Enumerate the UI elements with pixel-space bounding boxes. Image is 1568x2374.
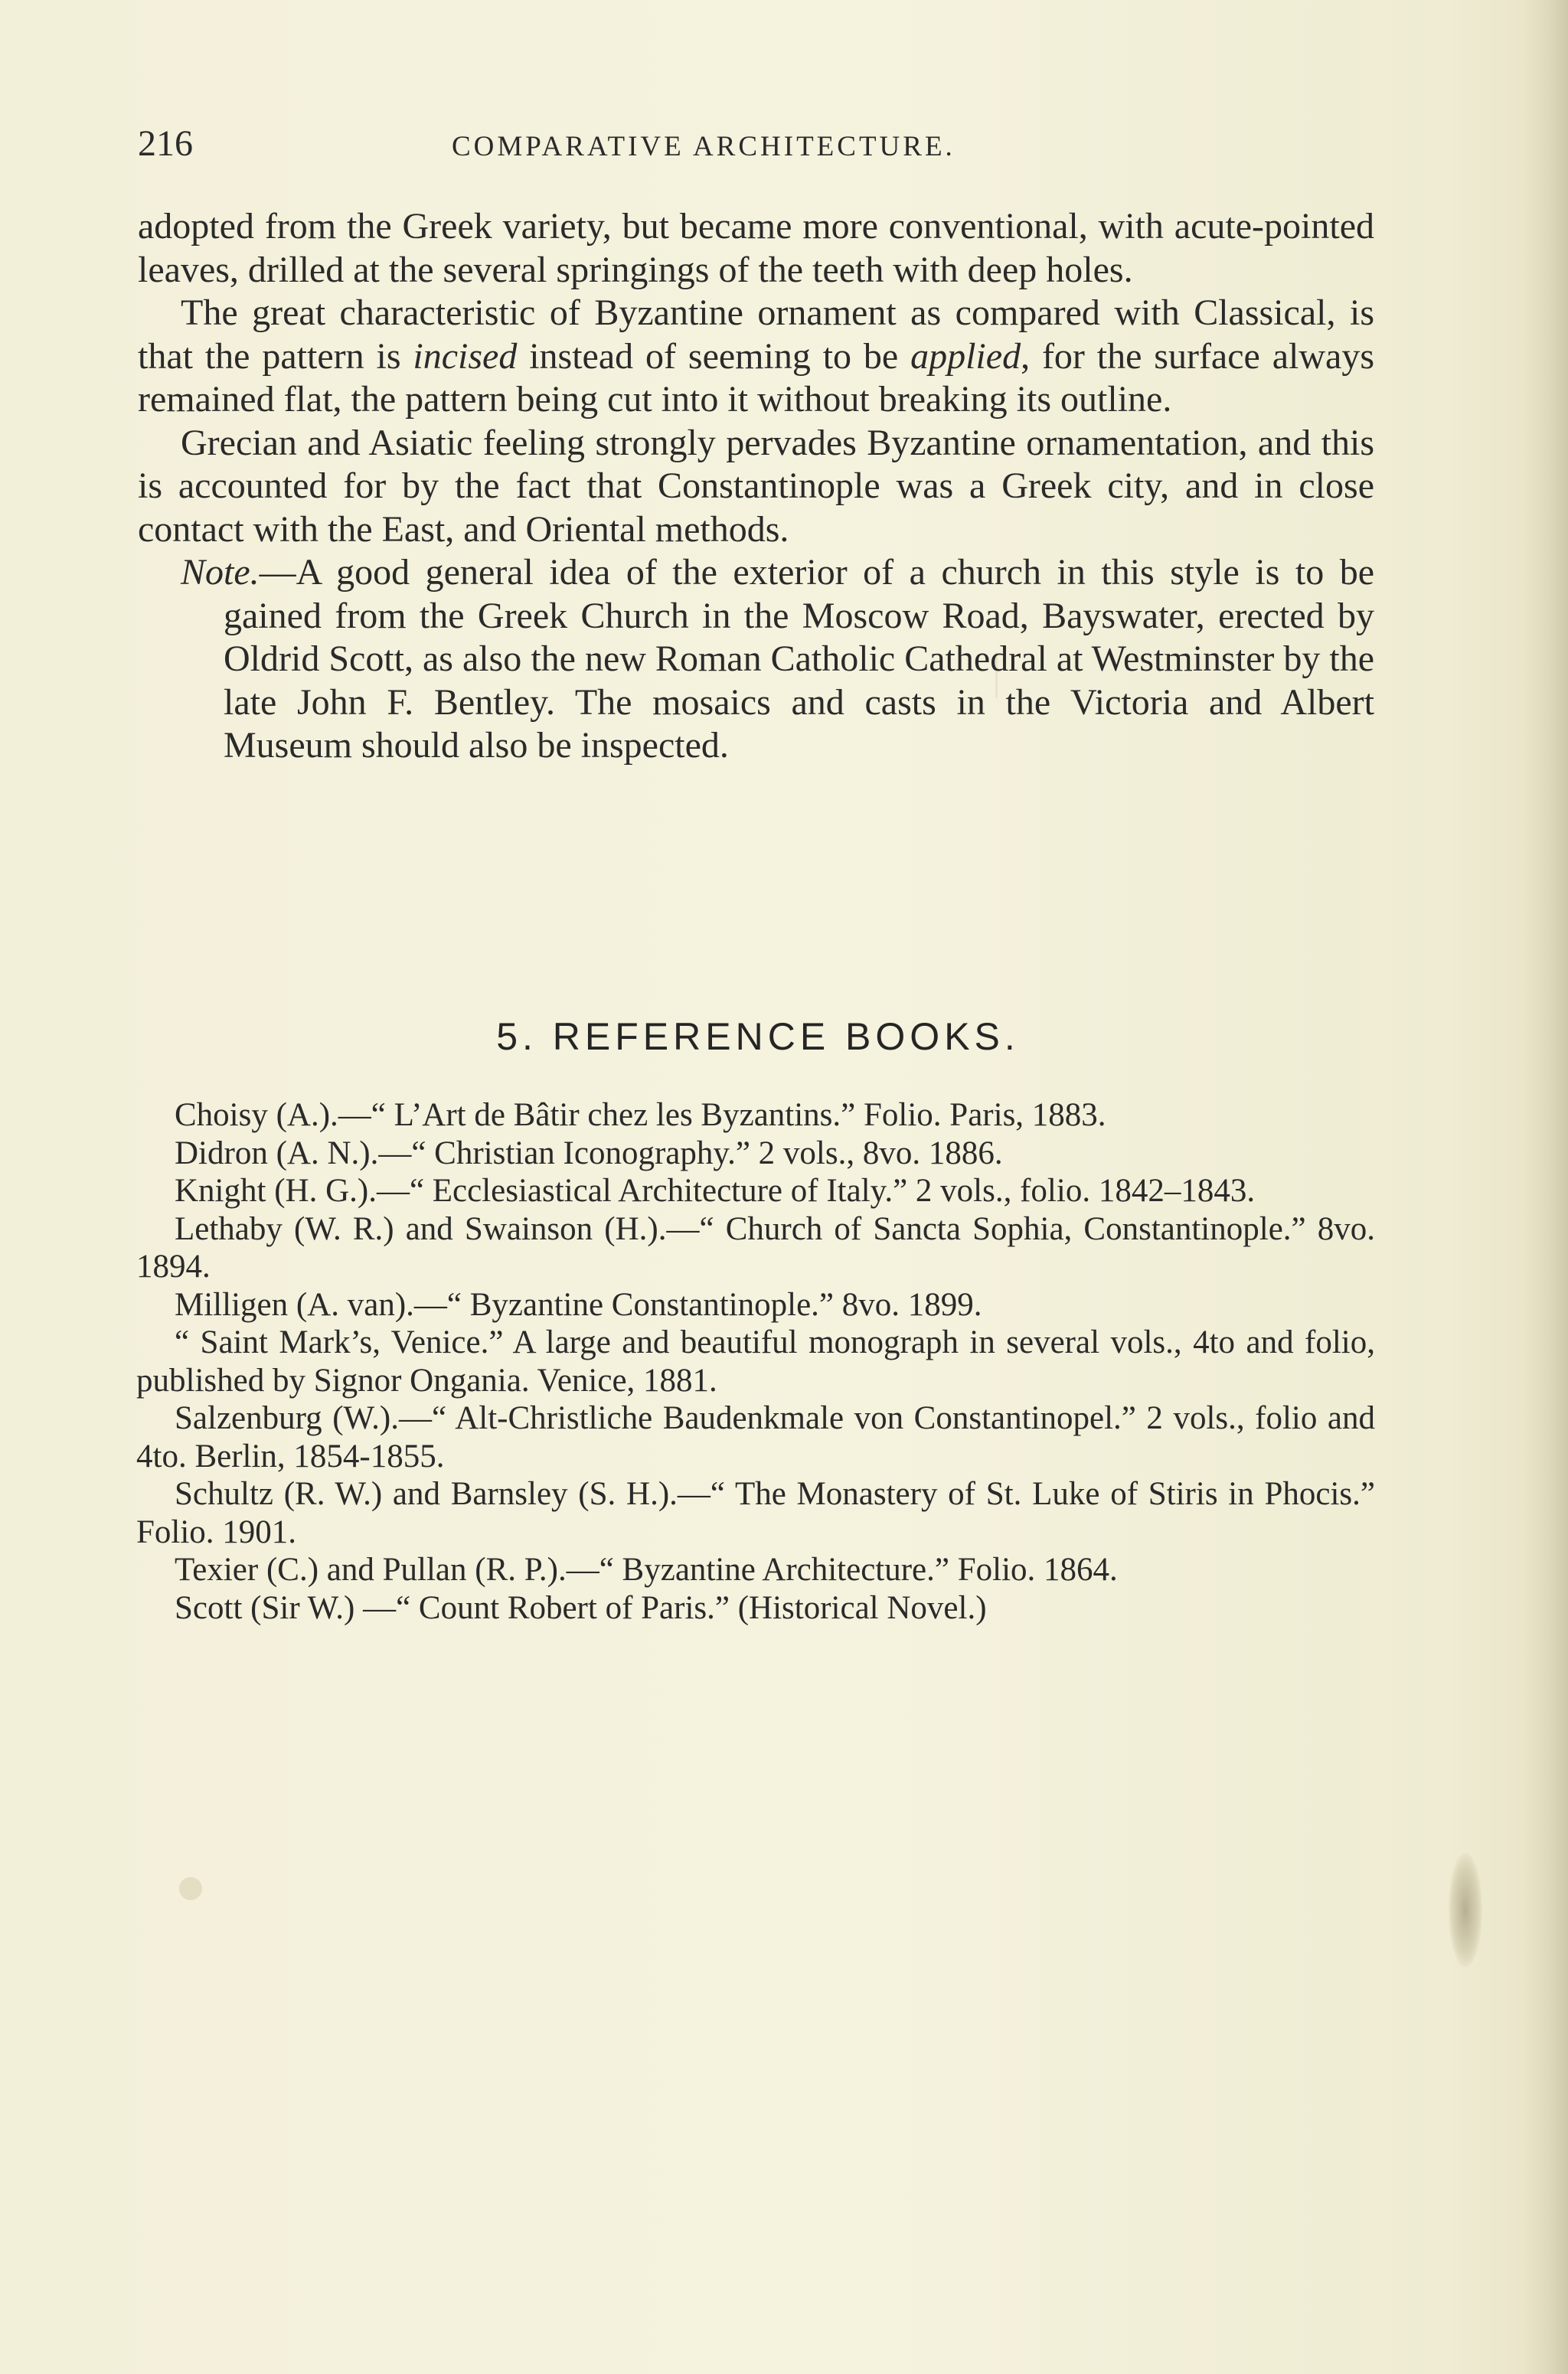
body-text [138, 205, 1374, 768]
paper-stain [1449, 1853, 1482, 1967]
paper-speck [179, 1877, 202, 1900]
running-head [138, 122, 1378, 168]
reference-item: Salzenburg (W.).—“ Alt-Christliche Baudenkmale von Constantinopel.” 2 vols., folio and 4to. Berlin, 1854-1855. [136, 1400, 1375, 1474]
paragraph-ornament-text-1: The great characteristic of Byzantine ornament as compared with Classical, is that the pattern is [138, 292, 1374, 377]
reference-item: Schultz (R. W.) and Barnsley (S. H.).—“ The Monastery of St. Luke of Stiris in Phocis.” Folio. 1901. [136, 1476, 1375, 1550]
section-heading: 5. REFERENCE BOOKS. [496, 1015, 1020, 1058]
paragraph-ornament-text-2: instead of seeming to be [517, 335, 911, 377]
reference-item: “ Saint Mark’s, Venice.” A large and beautiful monograph in several vols., 4to and folio, published by Signor Ongania. Venice, 1881. [136, 1324, 1375, 1399]
emphasis-incised: incised [413, 335, 518, 377]
reference-item: Milligen (A. van).—“ Byzantine Constantinople.” 8vo. 1899. [175, 1286, 982, 1323]
reference-item: Didron (A. N.).—“ Christian Iconography.” 2 vols., 8vo. 1886. [175, 1135, 1003, 1171]
paragraph-grecian: Grecian and Asiatic feeling strongly pervades Byzantine ornamentation, and this is accounted for by the fact that Constantinople was a Greek city, and in close contact with the East, and Oriental methods. [138, 422, 1374, 550]
paragraph-continued: adopted from the Greek variety, but became more conventional, with acute-pointed leaves, drilled at the several springings of the teeth with deep holes. [138, 206, 1374, 290]
paragraph-ornament [138, 292, 1374, 422]
note-label: Note. [181, 552, 260, 593]
paragraph-ornament-text-3: , for the surface always remained flat, the pattern being cut into it without breaking its outline. [138, 335, 1375, 420]
note-text: —A good general idea of the exterior of a church in this style is to be gained from the Greek Church in the Moscow Road, Bayswater, erected by Oldrid Scott, as also the new Roman Catholic Cathedral at Westminster by the late John F. Bentley. The mosaics and casts in the Victoria and Albert Museum should also be inspected. [224, 552, 1374, 766]
note-paragraph [138, 551, 1374, 768]
running-title: COMPARATIVE ARCHITECTURE. [452, 131, 956, 162]
reference-item: Choisy (A.).—“ L’Art de Bâtir chez les Byzantins.” Folio. Paris, 1883. [175, 1097, 1106, 1133]
reference-item: Texier (C.) and Pullan (R. P.).—“ Byzantine Architecture.” Folio. 1864. [175, 1552, 1118, 1588]
reference-list [136, 1096, 1375, 1627]
reference-item: Knight (H. G.).—“ Ecclesiastical Architecture of Italy.” 2 vols., folio. 1842–1843. [175, 1173, 1256, 1209]
page-number: 216 [138, 123, 193, 164]
reference-item: Scott (Sir W.) —“ Count Robert of Paris.” (Historical Novel.) [175, 1589, 987, 1626]
reference-item: Lethaby (W. R.) and Swainson (H.).—“ Church of Sancta Sophia, Constantinople.” 8vo. 1894. [136, 1210, 1375, 1285]
page-edge-shadow [1522, 0, 1568, 2374]
emphasis-applied: applied [910, 335, 1021, 377]
